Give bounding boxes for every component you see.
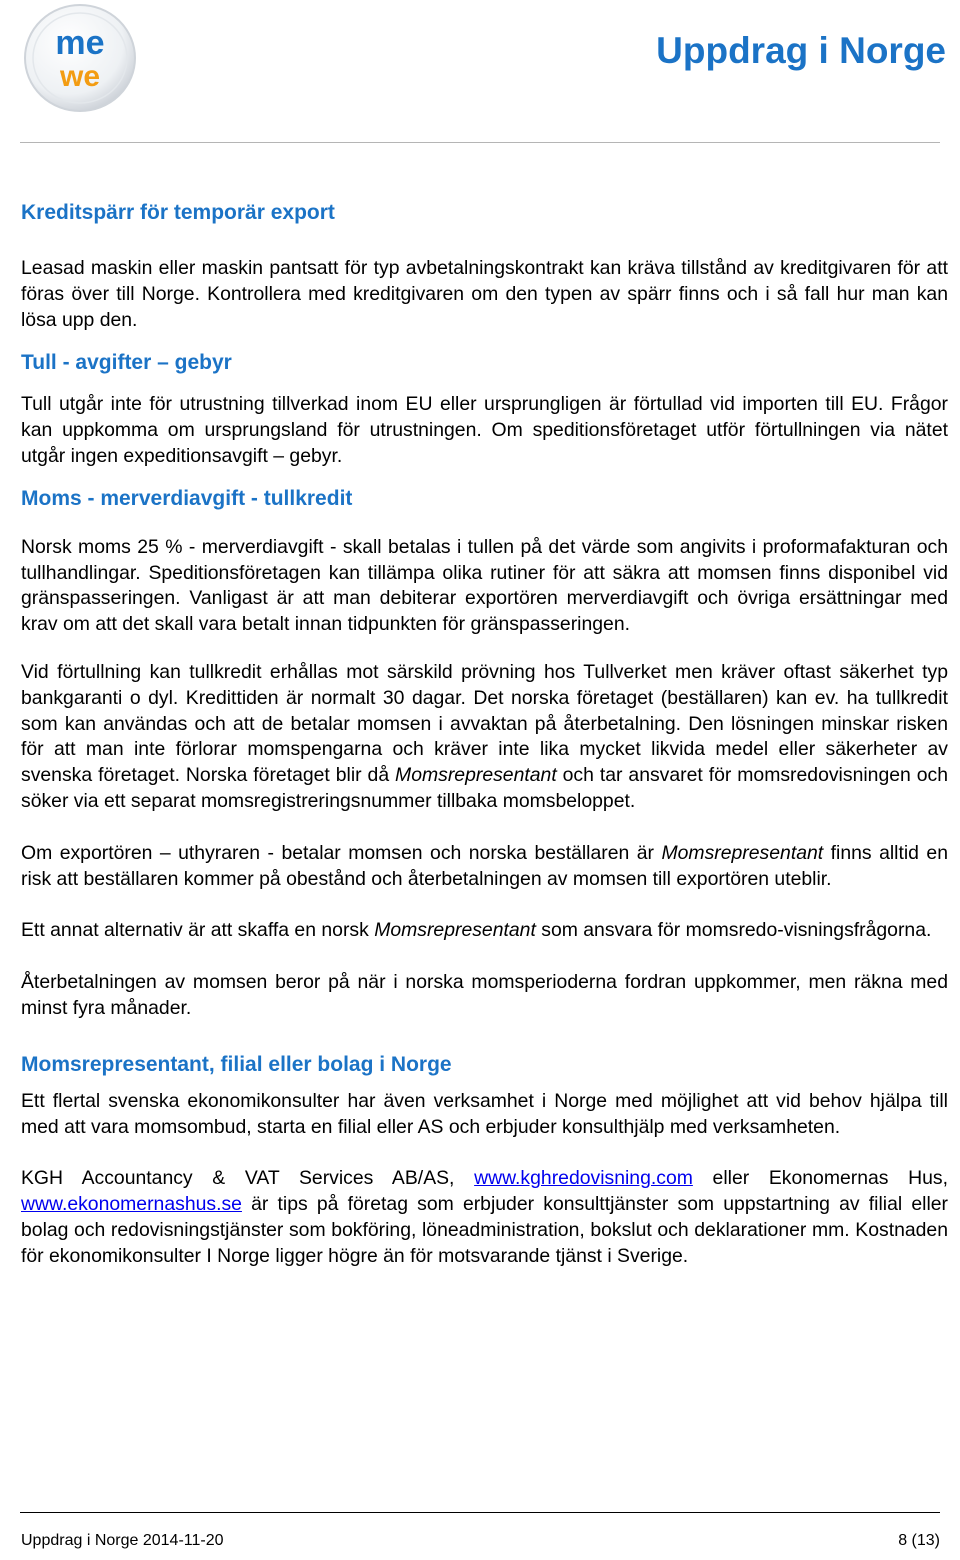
svg-text:we: we — [59, 60, 101, 93]
paragraph-konsulter: Ett flertal svenska ekonomikonsulter har även verksamhet i Norge med möjlighet att vid behov hjälpa till med att vara momsombud, starta en filial eller AS och erbjuder konsulthjälp med verksamheten. — [21, 1089, 948, 1138]
term-momsrepresentant: Momsrepresentant — [661, 841, 824, 864]
footer-divider — [20, 1512, 940, 1513]
heading-moms: Moms - merverdiavgift - tullkredit — [21, 486, 353, 510]
page-content — [21, 198, 948, 1270]
link-ekonomernashus[interactable]: www.ekonomernashus.se — [21, 1193, 242, 1216]
paragraph-moms-1: Norsk moms 25 % - merverdiavgift - skall betalas i tullen på det värde som angivits i proformafakturan och tullhandlingar. Speditionsföretagen kan tillämpa olika rutiner för att säkra att momsen finns disponibel vid gränspasseringen. Vanligast är att man debiterar exportören merverdiavgift och övriga ersättningar med krav om att det skall vara betalt innan tidpunkten för gränspasseringen. — [21, 535, 948, 636]
link-kghredovisning[interactable]: www.kghredovisning.com — [474, 1167, 693, 1190]
paragraph-kreditsparr: Leasad maskin eller maskin pantsatt för typ avbetalningskontrakt kan kräva tillstånd av kreditgivaren för att föras över till Norge. Kontrollera med kreditgivaren om den typen av spärr finns och i så fall hur man kan lösa upp den. — [21, 257, 948, 331]
paragraph-foretag: KGH Accountancy & VAT Services AB/AS, www.kghredovisning.com eller Ekonomernas Hus, www.ekonomernashus.se är tips på företag som erbjuder konsulttjänster som uppstartning av filial eller bolag och redovisningstjänster som bokföring, löneadministration, bokslut och deklarationer mm. Kostnaden för ekonomikonsulter I Norge ligger högre än för motsvarande tjänst i Sverige. — [21, 1167, 948, 1267]
paragraph-moms-5: Återbetalningen av momsen beror på när i norska momsperioderna fordran uppkommer, men räkna med minst fyra månader. — [21, 971, 948, 1019]
heading-kreditsparr: Kreditspärr för temporär export — [21, 201, 335, 224]
footer-page-number: 8 (13) — [898, 1532, 940, 1549]
footer-document-info: Uppdrag i Norge 2014-11-20 — [21, 1532, 224, 1549]
heading-momsrepresentant: Momsrepresentant, filial eller bolag i Norge — [21, 1052, 452, 1076]
paragraph-moms-4: Ett annat alternativ är att skaffa en norsk Momsrepresentant som ansvara för momsredo-visningsfrågorna. — [21, 919, 932, 942]
document-title: Uppdrag i Norge — [656, 30, 946, 71]
header-divider — [20, 142, 940, 143]
paragraph-moms-3: Om exportören – uthyraren - betalar momsen och norska beställaren är Momsrepresentant finns alltid en risk att beställaren kommer på obestånd och återbetalningen av momsen till exportören uteblir. — [21, 841, 948, 890]
heading-tull: Tull - avgifter – gebyr — [21, 351, 232, 375]
term-momsrepresentant: Momsrepresentant — [374, 919, 536, 942]
mewe-logo — [22, 2, 138, 114]
svg-text:me: me — [55, 24, 105, 62]
term-momsrepresentant: Momsrepresentant — [395, 764, 557, 787]
paragraph-tull: Tull utgår inte för utrustning tillverkad inom EU eller ursprungligen är förtullad vid importen till EU. Frågor kan uppkomma om ursprungsland för utrustningen. Om speditionsföretaget utför förtullningen via nätet utgår ingen expeditionsavgift – gebyr. — [21, 393, 948, 467]
page-header — [0, 0, 960, 145]
paragraph-moms-2: Vid förtullning kan tullkredit erhållas mot särskild prövning hos Tullverket men kräver oftast säkerhet typ bankgaranti o dyl. Kredittiden är normalt 30 dagar. Det norska företaget (beställaren) kan ev. ha tullkredit som kan användas och att de betalar momsen i avvaktan på återbetalning. Den lösningen minskar risken för att man inte förlorar momspengarna och kräver inte lika mycket likvida medel eller säkerheter av svenska företaget. Norska företaget blir då Momsrepresentant och tar ansvaret för momsredovisningen och söker via ett separat momsregistreringsnummer tillbaka momsbeloppet. — [21, 660, 948, 812]
